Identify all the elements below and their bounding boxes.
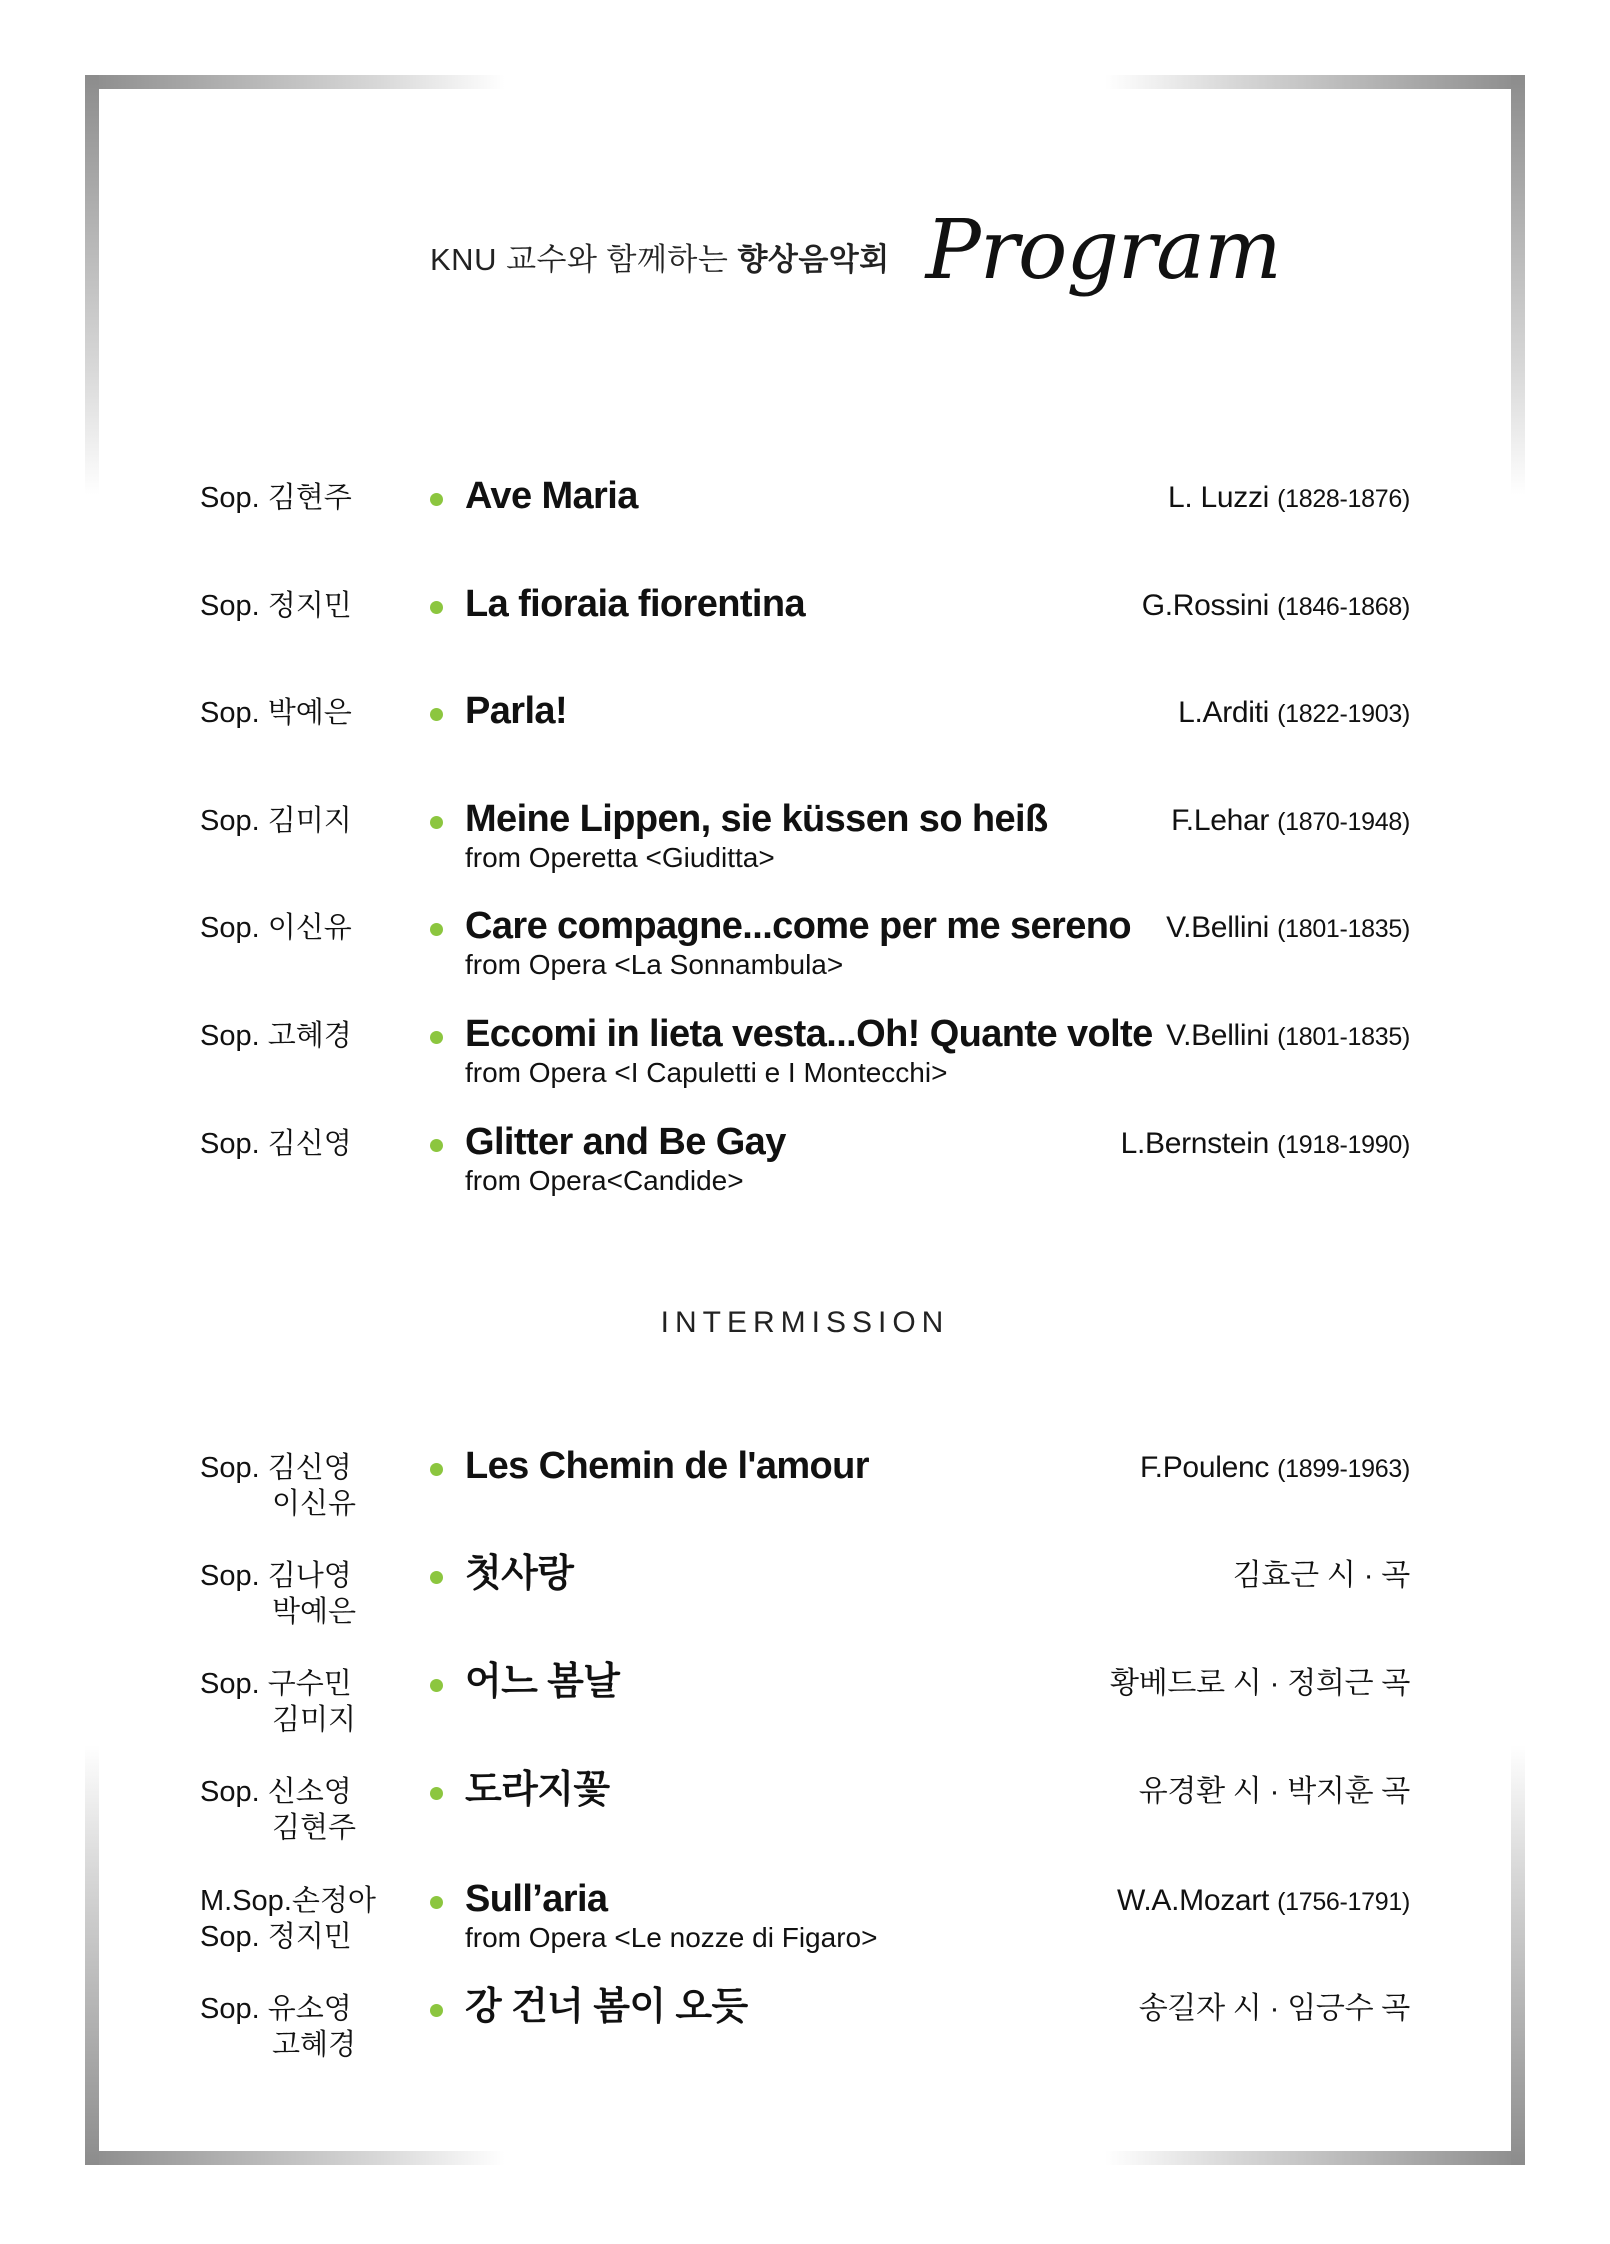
frame-right-bottom xyxy=(1511,1745,1525,2165)
song-title: 어느 봄날 xyxy=(465,1661,620,1703)
song-block xyxy=(465,1768,609,1812)
bullet-dot xyxy=(430,708,443,721)
composer-name: V.Bellini xyxy=(1166,911,1270,944)
song-title: Eccomi in lieta vesta...Oh! Quante volte xyxy=(465,1013,1153,1055)
composer xyxy=(1139,1774,1410,1810)
frame-left-bottom xyxy=(85,1745,99,2165)
song-block xyxy=(465,474,638,518)
performer-name-2: 박예은 xyxy=(272,1596,357,1628)
subtitle-bold: 향상음악회 xyxy=(737,242,890,277)
performer-name-2: 고혜경 xyxy=(272,2029,357,2061)
bullet-dot xyxy=(430,923,443,936)
song-block xyxy=(465,1877,877,1955)
composer-name: G.Rossini xyxy=(1141,589,1270,622)
song-title: Ave Maria xyxy=(465,475,638,517)
performer xyxy=(200,1126,352,1162)
composer xyxy=(1121,1126,1410,1163)
song-title: Glitter and Be Gay xyxy=(465,1121,786,1163)
composer-years: (1828-1876) xyxy=(1277,485,1410,513)
composer-years: (1801-1835) xyxy=(1277,915,1410,943)
song-block xyxy=(465,1120,786,1198)
performer xyxy=(200,1774,356,1846)
bullet-dot xyxy=(430,1787,443,1800)
song-source: from Opera<Candide> xyxy=(465,1165,744,1196)
song-title: Meine Lippen, sie küssen so heiß xyxy=(465,798,1048,840)
gradient-frame xyxy=(85,75,1525,2165)
performer xyxy=(200,910,352,946)
composer-name: L. Luzzi xyxy=(1168,481,1270,514)
performer-name: Sop. 김미지 xyxy=(200,805,352,837)
subtitle-plain: KNU 교수와 함께하는 xyxy=(430,242,729,277)
frame-top-right xyxy=(1105,75,1525,89)
performer xyxy=(200,1450,356,1522)
composer xyxy=(1166,1018,1410,1055)
bullet-dot xyxy=(430,816,443,829)
composer-years: (1918-1990) xyxy=(1277,1131,1410,1159)
performer-name-2: 이신유 xyxy=(272,1488,357,1520)
composer xyxy=(1142,588,1410,625)
composer xyxy=(1117,1883,1410,1920)
song-block xyxy=(465,1552,573,1596)
bullet-dot xyxy=(430,1571,443,1584)
performer-name: M.Sop.손정아 xyxy=(200,1885,376,1917)
composer-name: W.A.Mozart xyxy=(1117,1884,1270,1917)
composer-name: 김효근 시 · 곡 xyxy=(1232,1559,1410,1592)
frame-bottom-left xyxy=(85,2151,505,2165)
program-header xyxy=(430,203,1281,298)
program-script-title: Program xyxy=(925,203,1281,298)
bullet-dot xyxy=(430,601,443,614)
composer-name: F.Lehar xyxy=(1171,804,1270,837)
composer-name: 송길자 시 · 임긍수 곡 xyxy=(1138,1992,1410,2025)
performer-name: Sop. 이신유 xyxy=(200,912,352,944)
performer-name: Sop. 김신영 xyxy=(200,1452,352,1484)
bullet-dot xyxy=(430,2004,443,2017)
song-source: from Opera <Le nozze di Figaro> xyxy=(465,1922,878,1953)
composer-years: (1870-1948) xyxy=(1277,808,1410,836)
song-block xyxy=(465,582,805,626)
frame-bottom-right xyxy=(1105,2151,1525,2165)
performer-name: Sop. 김나영 xyxy=(200,1560,352,1592)
bullet-dot xyxy=(430,1463,443,1476)
bullet-dot xyxy=(430,1139,443,1152)
frame-left-top xyxy=(85,75,99,495)
composer xyxy=(1178,695,1410,732)
performer-name: Sop. 김신영 xyxy=(200,1128,352,1160)
composer xyxy=(1140,1450,1410,1487)
performer xyxy=(200,1883,376,1955)
composer xyxy=(1168,480,1410,517)
bullet-dot xyxy=(430,493,443,506)
composer-name: F.Poulenc xyxy=(1139,1451,1270,1484)
song-block xyxy=(465,1012,1153,1090)
composer-years: (1899-1963) xyxy=(1277,1455,1410,1483)
performer-name-2: Sop. 정지민 xyxy=(200,1921,352,1953)
performer xyxy=(200,695,352,731)
song-source: from Operetta <Giuditta> xyxy=(465,842,775,873)
composer-name: V.Bellini xyxy=(1166,1019,1270,1052)
intermission-label: INTERMISSION xyxy=(660,1306,950,1339)
composer xyxy=(1171,803,1410,840)
composer xyxy=(1166,910,1410,947)
song-title: Les Chemin de l'amour xyxy=(465,1445,869,1487)
song-title: Parla! xyxy=(465,690,568,732)
bullet-dot xyxy=(430,1679,443,1692)
composer-years: (1822-1903) xyxy=(1277,700,1410,728)
frame-top-left xyxy=(85,75,505,89)
performer xyxy=(200,1991,356,2063)
composer-years: (1846-1868) xyxy=(1277,593,1410,621)
composer-name: L.Arditi xyxy=(1178,696,1270,729)
performer-name-2: 김현주 xyxy=(272,1812,357,1844)
bullet-dot xyxy=(430,1896,443,1909)
bullet-dot xyxy=(430,1031,443,1044)
performer-name: Sop. 유소영 xyxy=(200,1993,352,2025)
song-title: Sull’aria xyxy=(465,1878,608,1920)
song-title: 강 건너 봄이 오듯 xyxy=(465,1986,748,2028)
performer xyxy=(200,1666,356,1738)
performer-name: Sop. 박예은 xyxy=(200,697,352,729)
performer xyxy=(200,588,352,624)
song-title: La fioraia fiorentina xyxy=(465,583,806,625)
song-title: 도라지꽃 xyxy=(465,1769,610,1811)
composer-years: (1756-1791) xyxy=(1277,1888,1410,1916)
composer-name: 황베드로 시 · 정희근 곡 xyxy=(1110,1667,1410,1700)
composer xyxy=(1233,1558,1410,1594)
song-block xyxy=(465,1985,748,2029)
composer-years: (1801-1835) xyxy=(1277,1023,1410,1051)
song-block xyxy=(465,689,567,733)
song-block xyxy=(465,1444,869,1488)
song-source: from Opera <La Sonnambula> xyxy=(465,949,844,980)
song-title: Care compagne...come per me sereno xyxy=(465,905,1131,947)
performer-name: Sop. 고혜경 xyxy=(200,1020,352,1052)
song-block xyxy=(465,904,1131,982)
composer-name: L.Bernstein xyxy=(1120,1127,1270,1160)
composer xyxy=(1110,1666,1410,1702)
performer-name: Sop. 정지민 xyxy=(200,590,352,622)
performer xyxy=(200,1558,356,1630)
performer xyxy=(200,803,352,839)
performer xyxy=(200,480,352,516)
performer-name: Sop. 신소영 xyxy=(200,1776,352,1808)
song-title: 첫사랑 xyxy=(465,1553,574,1595)
song-source: from Opera <I Capuletti e I Montecchi> xyxy=(465,1057,948,1088)
song-block xyxy=(465,797,1048,875)
frame-right-top xyxy=(1511,75,1525,495)
composer xyxy=(1139,1991,1410,2027)
performer xyxy=(200,1018,352,1054)
composer-name: 유경환 시 · 박지훈 곡 xyxy=(1138,1775,1410,1808)
performer-name-2: 김미지 xyxy=(272,1704,357,1736)
performer-name: Sop. 김현주 xyxy=(200,482,352,514)
song-block xyxy=(465,1660,619,1704)
performer-name: Sop. 구수민 xyxy=(200,1668,352,1700)
concert-subtitle xyxy=(430,234,890,279)
